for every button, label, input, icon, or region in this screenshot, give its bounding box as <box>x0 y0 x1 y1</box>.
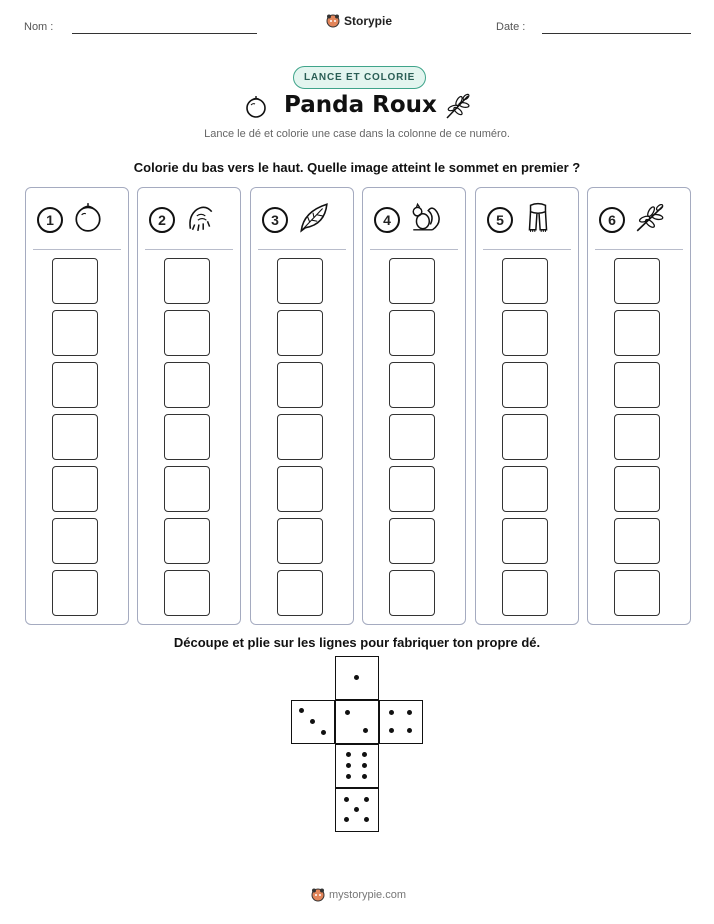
column-number: 1 <box>37 207 63 233</box>
column-number: 4 <box>374 207 400 233</box>
color-box[interactable] <box>277 258 323 304</box>
color-box[interactable] <box>164 466 210 512</box>
dice-pip <box>364 817 369 822</box>
column-divider <box>483 249 571 250</box>
dice-pip <box>345 710 350 715</box>
dice-face-2 <box>335 700 379 744</box>
color-box[interactable] <box>164 414 210 460</box>
color-column <box>362 187 466 625</box>
dice-pip <box>299 708 304 713</box>
column-divider <box>145 249 233 250</box>
instruction-text: Colorie du bas vers le haut. Quelle image atteint le sommet en premier ? <box>133 160 581 175</box>
dice-pip <box>346 752 351 757</box>
branch-icon <box>634 201 666 233</box>
color-box[interactable] <box>52 414 98 460</box>
dice-face-5 <box>335 788 379 832</box>
dice-pip <box>363 728 368 733</box>
color-box[interactable] <box>614 362 660 408</box>
column-divider <box>33 249 121 250</box>
color-box[interactable] <box>502 310 548 356</box>
color-box[interactable] <box>52 310 98 356</box>
dice-pip <box>346 774 351 779</box>
dice-face-1 <box>335 656 379 700</box>
dice-pip <box>354 675 359 680</box>
footer-url[interactable]: mystorypie.com <box>329 889 407 901</box>
dice-pip <box>346 763 351 768</box>
dice-instruction: Découpe et plie sur les lignes pour fabriquer ton propre dé. <box>173 635 541 650</box>
column-number: 2 <box>149 207 175 233</box>
column-number: 6 <box>599 207 625 233</box>
column-divider <box>595 249 683 250</box>
color-box[interactable] <box>389 362 435 408</box>
color-box[interactable] <box>164 310 210 356</box>
dice-pip <box>389 728 394 733</box>
color-box[interactable] <box>389 570 435 616</box>
dice-pip <box>362 774 367 779</box>
page-subtitle: Lance le dé et colorie une case dans la colonne de ce numéro. <box>204 128 510 140</box>
color-column <box>25 187 129 625</box>
color-column <box>475 187 579 625</box>
color-box[interactable] <box>614 466 660 512</box>
dice-face-4 <box>379 700 423 744</box>
dice-face-6 <box>335 744 379 788</box>
panda-logo-icon <box>326 14 340 28</box>
color-box[interactable] <box>389 310 435 356</box>
color-box[interactable] <box>277 414 323 460</box>
dice-pip <box>344 797 349 802</box>
date-label: Date : <box>496 21 526 33</box>
color-box[interactable] <box>52 518 98 564</box>
color-box[interactable] <box>164 258 210 304</box>
name-line[interactable] <box>72 33 257 34</box>
dice-pip <box>389 710 394 715</box>
dice-pip <box>407 728 412 733</box>
scarf-icon <box>522 201 554 233</box>
brand-logo <box>326 14 392 28</box>
column-number: 3 <box>262 207 288 233</box>
color-box[interactable] <box>614 310 660 356</box>
dice-pip <box>362 752 367 757</box>
color-box[interactable] <box>389 466 435 512</box>
brand-name: Storypie <box>344 14 393 28</box>
color-box[interactable] <box>614 570 660 616</box>
color-box[interactable] <box>52 570 98 616</box>
color-box[interactable] <box>502 258 548 304</box>
column-divider <box>258 249 346 250</box>
date-line[interactable] <box>542 33 691 34</box>
column-divider <box>370 249 458 250</box>
dice-pip <box>344 817 349 822</box>
footer <box>311 888 406 902</box>
color-box[interactable] <box>502 362 548 408</box>
color-box[interactable] <box>52 466 98 512</box>
dice-pip <box>354 807 359 812</box>
color-box[interactable] <box>389 414 435 460</box>
panda-footer-icon <box>311 888 325 902</box>
color-box[interactable] <box>52 362 98 408</box>
color-column <box>587 187 691 625</box>
color-box[interactable] <box>502 466 548 512</box>
color-box[interactable] <box>52 258 98 304</box>
color-box[interactable] <box>164 362 210 408</box>
page-title: Panda Roux <box>284 92 437 118</box>
color-box[interactable] <box>614 518 660 564</box>
activity-badge: LANCE ET COLORIE <box>293 66 426 89</box>
color-box[interactable] <box>389 258 435 304</box>
color-box[interactable] <box>277 518 323 564</box>
color-box[interactable] <box>614 258 660 304</box>
color-box[interactable] <box>502 414 548 460</box>
tomato-title-icon <box>243 93 269 119</box>
color-box[interactable] <box>502 570 548 616</box>
dice-pip <box>407 710 412 715</box>
color-box[interactable] <box>389 518 435 564</box>
dice-face-3 <box>291 700 335 744</box>
color-column <box>250 187 354 625</box>
paw-claw-icon <box>184 201 216 233</box>
color-box[interactable] <box>277 310 323 356</box>
color-box[interactable] <box>164 518 210 564</box>
branch-title-icon <box>443 91 473 121</box>
color-box[interactable] <box>614 414 660 460</box>
name-label: Nom : <box>24 21 54 33</box>
color-column <box>137 187 241 625</box>
color-box[interactable] <box>277 362 323 408</box>
color-box[interactable] <box>277 466 323 512</box>
dice-pip <box>310 719 315 724</box>
column-number: 5 <box>487 207 513 233</box>
dice-pip <box>321 730 326 735</box>
tomato-icon <box>72 201 104 233</box>
color-box[interactable] <box>502 518 548 564</box>
leaf-icon <box>297 201 329 233</box>
dice-pip <box>364 797 369 802</box>
color-box[interactable] <box>164 570 210 616</box>
color-box[interactable] <box>277 570 323 616</box>
squirrel-icon <box>409 201 441 233</box>
dice-pip <box>362 763 367 768</box>
